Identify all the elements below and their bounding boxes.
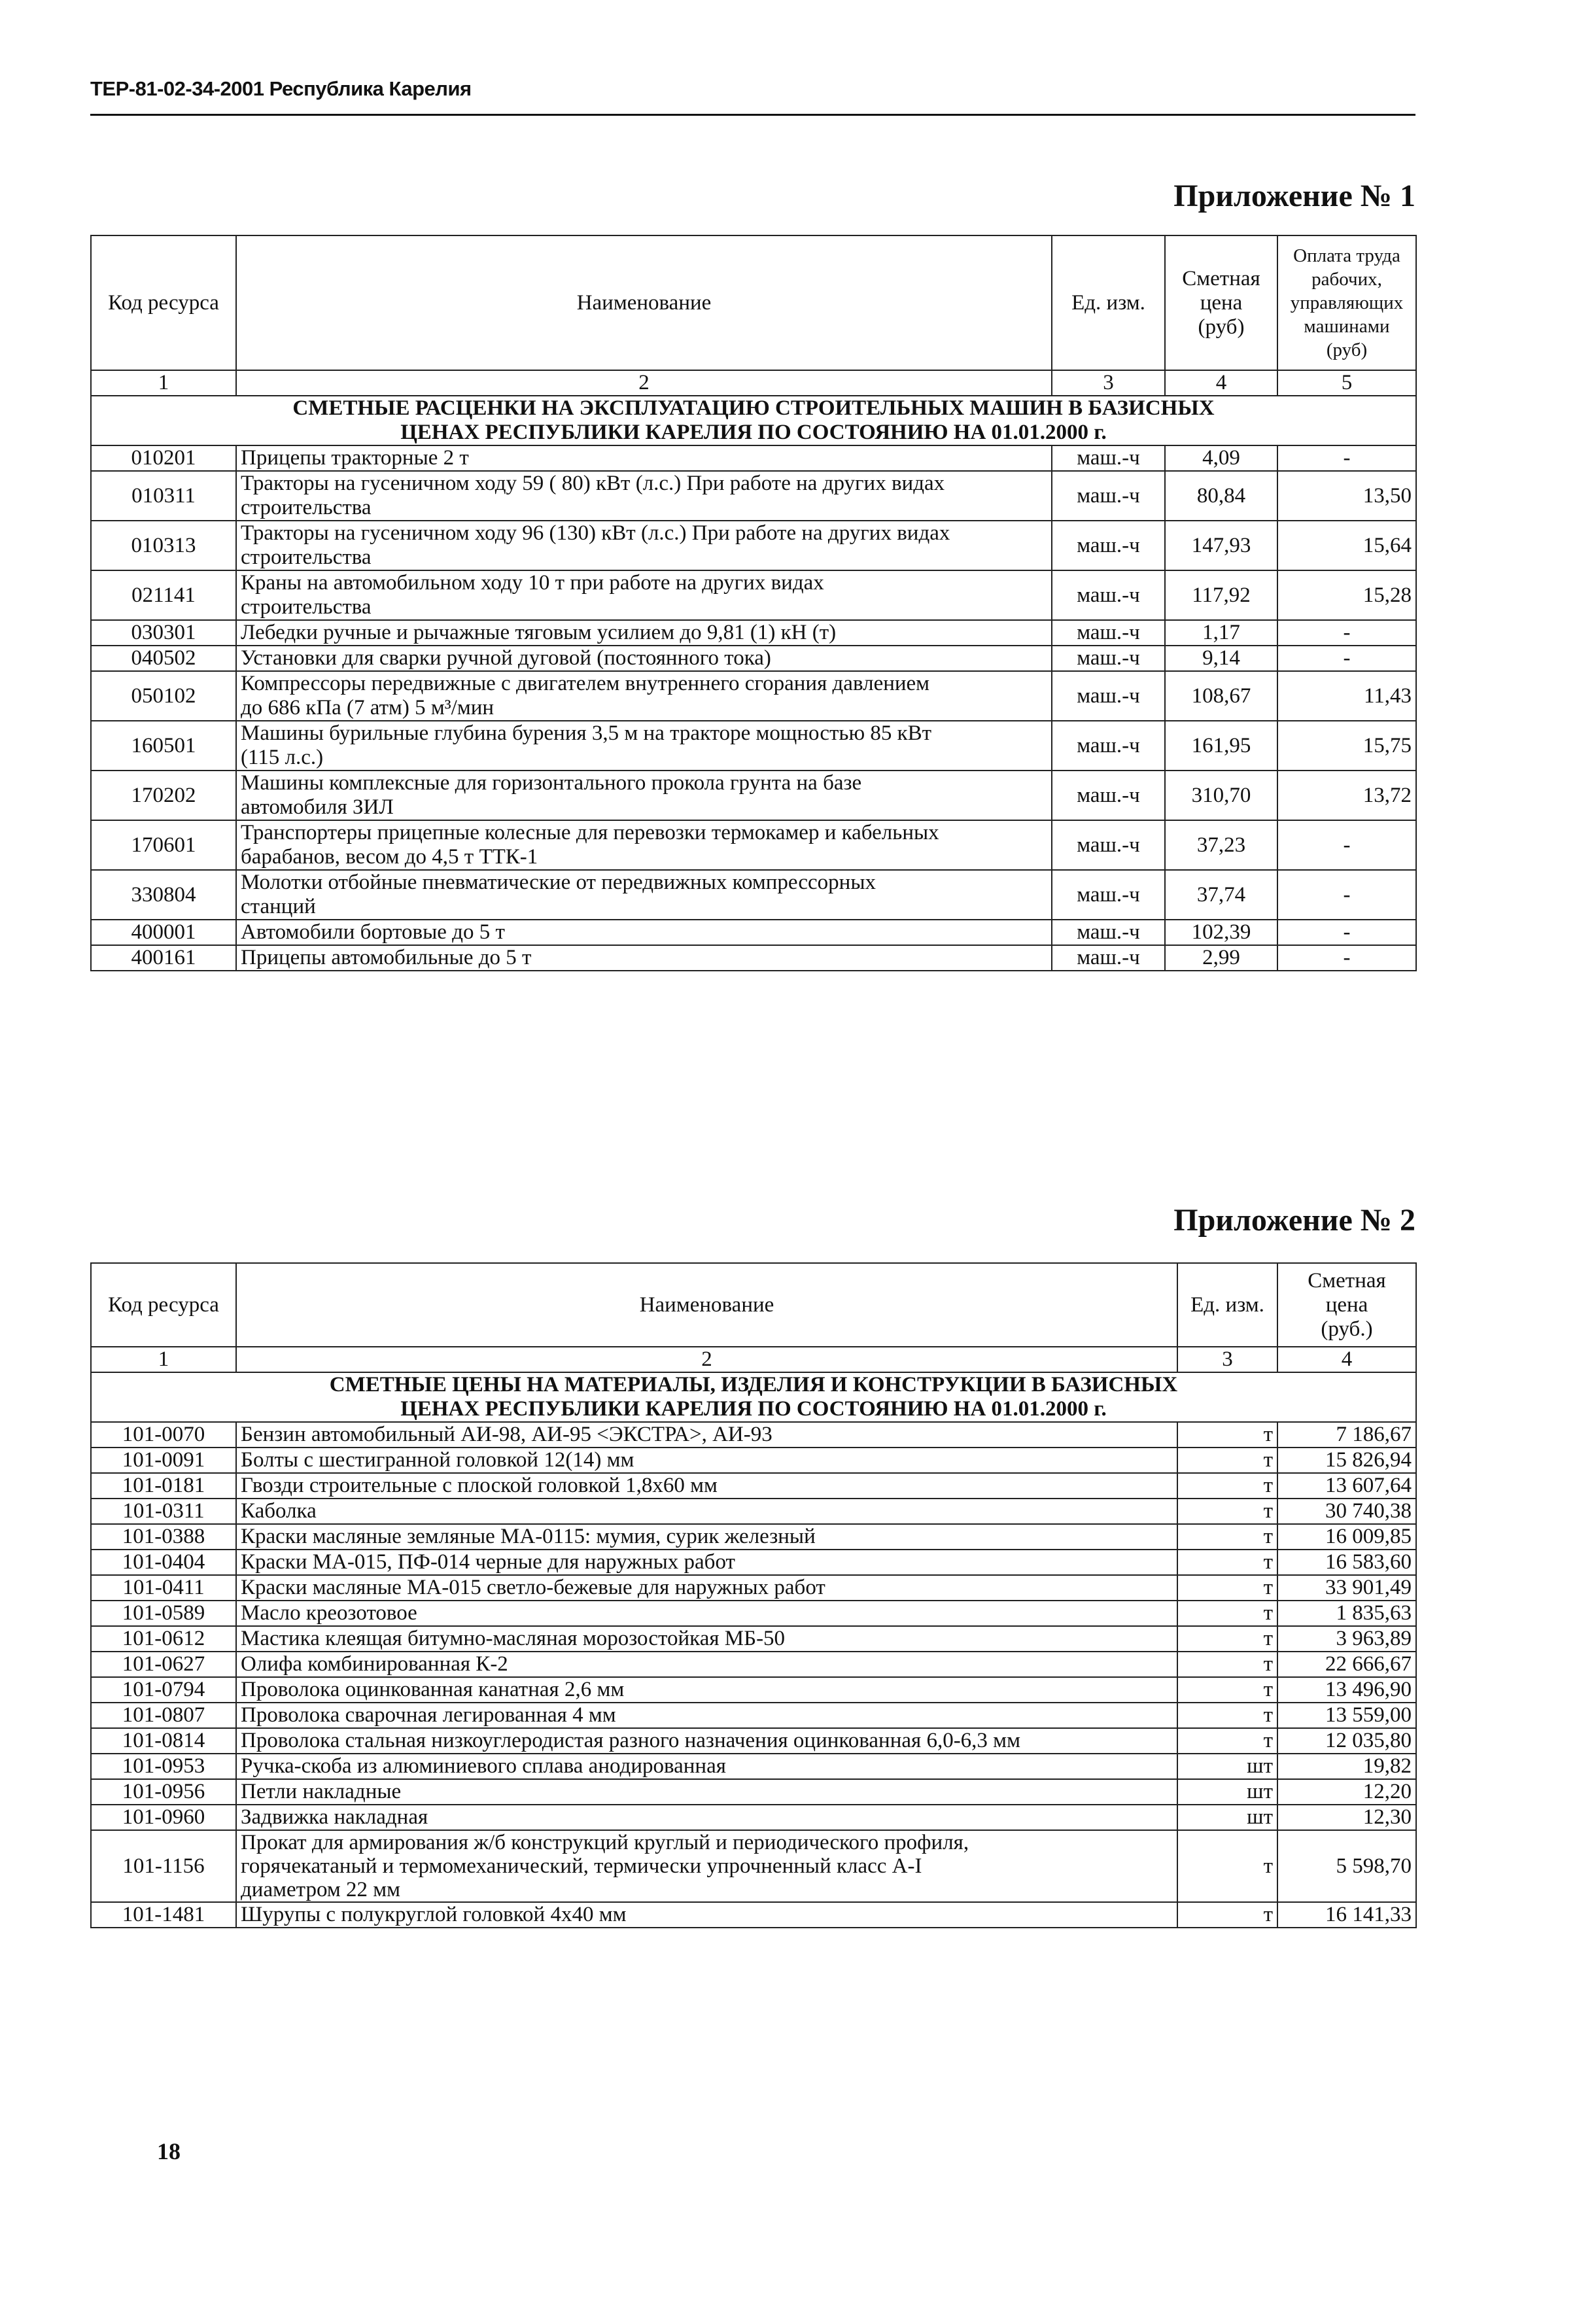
resource-name: Проволока оцинкованная канатная 2,6 мм [236, 1677, 1177, 1703]
unit: т [1177, 1524, 1277, 1550]
resource-name-line: барабанов, весом до 4,5 т ТТК-1 [241, 845, 538, 869]
operator-wage: - [1277, 920, 1416, 945]
table-row [91, 471, 1416, 521]
column-number: 5 [1277, 370, 1416, 396]
resource-name [236, 870, 1052, 920]
resource-name [236, 620, 1052, 646]
estimated-price: 5 598,70 [1277, 1830, 1416, 1902]
unit: маш.-ч [1052, 521, 1165, 570]
col-header-price-line: цена [1325, 1292, 1368, 1317]
resource-name-line: Лебедки ручные и рычажные тяговым усилием до 9,81 (1) кН (т) [241, 621, 837, 644]
col-header-wage-line: (руб) [1326, 339, 1368, 360]
unit: шт [1177, 1805, 1277, 1830]
column-number: 1 [91, 1347, 236, 1372]
unit: маш.-ч [1052, 771, 1165, 820]
col-header-wage [1277, 235, 1416, 370]
unit: маш.-ч [1052, 945, 1165, 971]
operator-wage: - [1277, 646, 1416, 671]
operator-wage: 11,43 [1277, 671, 1416, 721]
resource-name: Болты с шестигранной головкой 12(14) мм [236, 1448, 1177, 1473]
resource-name-line: Прокат для армирования ж/б конструкций круглый и периодического профиля, [241, 1831, 969, 1854]
resource-name [236, 721, 1052, 771]
table-row [91, 1830, 1416, 1902]
resource-code: 040502 [91, 646, 236, 671]
appendix-2-title: Приложение № 2 [1173, 1203, 1415, 1238]
unit: т [1177, 1448, 1277, 1473]
resource-name-line: автомобиля ЗИЛ [241, 795, 394, 819]
col-header-price-line: Сметная [1182, 266, 1260, 290]
resource-code: 010313 [91, 521, 236, 570]
resource-name-line: Прицепы тракторные 2 т [241, 446, 469, 470]
table-row [91, 1448, 1416, 1473]
resource-code: 160501 [91, 721, 236, 771]
table-row [91, 1499, 1416, 1524]
unit: т [1177, 1550, 1277, 1575]
table-row [91, 1754, 1416, 1779]
material-prices-table [90, 1262, 1417, 1928]
resource-code: 101-0960 [91, 1805, 236, 1830]
table-row [91, 646, 1416, 671]
resource-name-line: строительства [241, 595, 372, 619]
table-row [91, 920, 1416, 945]
page-number: 18 [157, 2138, 181, 2164]
page-header [90, 73, 1415, 116]
resource-code: 101-0070 [91, 1422, 236, 1448]
section-heading-line: ЦЕНАХ РЕСПУБЛИКИ КАРЕЛИЯ ПО СОСТОЯНИЮ НА 01.01.2000 г. [400, 1397, 1107, 1421]
column-number: 4 [1277, 1347, 1416, 1372]
table-row [91, 1805, 1416, 1830]
resource-name: Петли накладные [236, 1779, 1177, 1805]
unit: шт [1177, 1779, 1277, 1805]
estimated-price: 161,95 [1165, 721, 1277, 771]
col-header-wage-line: управляющих [1290, 292, 1404, 313]
column-number: 1 [91, 370, 236, 396]
resource-code: 030301 [91, 620, 236, 646]
col-header-price [1165, 235, 1277, 370]
table-row [91, 1575, 1416, 1601]
resource-name: Задвижка накладная [236, 1805, 1177, 1830]
section-heading-line: СМЕТНЫЕ РАСЦЕНКИ НА ЭКСПЛУАТАЦИЮ СТРОИТЕЛЬНЫХ МАШИН В БАЗИСНЫХ [292, 396, 1215, 420]
unit: т [1177, 1728, 1277, 1754]
resource-code: 101-1156 [91, 1830, 236, 1902]
unit: т [1177, 1652, 1277, 1677]
resource-code: 101-0627 [91, 1652, 236, 1677]
table-row [91, 445, 1416, 471]
resource-name [236, 646, 1052, 671]
document-code: ТЕР-81-02-34-2001 Республика Карелия [90, 77, 472, 100]
operator-wage: - [1277, 945, 1416, 971]
resource-name-line: Машины бурильные глубина бурения 3,5 м на тракторе мощностью 85 кВт [241, 721, 932, 745]
operator-wage: - [1277, 870, 1416, 920]
unit: маш.-ч [1052, 870, 1165, 920]
resource-name [236, 445, 1052, 471]
table-row [91, 1601, 1416, 1626]
unit: маш.-ч [1052, 920, 1165, 945]
estimated-price: 310,70 [1165, 771, 1277, 820]
resource-name-line: Молотки отбойные пневматические от передвижных компрессорных [241, 871, 876, 894]
estimated-price: 12 035,80 [1277, 1728, 1416, 1754]
estimated-price: 80,84 [1165, 471, 1277, 521]
table-row [91, 820, 1416, 870]
resource-name [236, 945, 1052, 971]
resource-code: 101-0311 [91, 1499, 236, 1524]
unit: маш.-ч [1052, 471, 1165, 521]
col-header-price-line: (руб.) [1321, 1317, 1373, 1341]
unit: т [1177, 1677, 1277, 1703]
resource-code: 101-0612 [91, 1626, 236, 1652]
col-header-wage-line: рабочих, [1311, 269, 1382, 290]
unit: т [1177, 1902, 1277, 1928]
machine-rates-table [90, 235, 1417, 971]
resource-name: Шурупы с полукруглой головкой 4х40 мм [236, 1902, 1177, 1928]
table-row [91, 570, 1416, 620]
unit: маш.-ч [1052, 820, 1165, 870]
section-heading [91, 1372, 1416, 1422]
estimated-price: 16 141,33 [1277, 1902, 1416, 1928]
resource-name-line: (115 л.с.) [241, 746, 324, 769]
table-row [91, 1524, 1416, 1550]
resource-name: Ручка-скоба из алюминиевого сплава анодированная [236, 1754, 1177, 1779]
estimated-price: 37,23 [1165, 820, 1277, 870]
resource-code: 101-0794 [91, 1677, 236, 1703]
unit: маш.-ч [1052, 620, 1165, 646]
col-header-code: Код ресурса [91, 235, 236, 370]
estimated-price: 37,74 [1165, 870, 1277, 920]
resource-name: Масло креозотовое [236, 1601, 1177, 1626]
estimated-price: 13 559,00 [1277, 1703, 1416, 1728]
appendix-1-title: Приложение № 1 [1173, 179, 1415, 213]
resource-name-line: станций [241, 895, 316, 918]
estimated-price: 117,92 [1165, 570, 1277, 620]
resource-code: 101-0589 [91, 1601, 236, 1626]
estimated-price: 108,67 [1165, 671, 1277, 721]
estimated-price: 16 009,85 [1277, 1524, 1416, 1550]
resource-name: Олифа комбинированная К-2 [236, 1652, 1177, 1677]
table-row [91, 1902, 1416, 1928]
table-row [91, 721, 1416, 771]
machine-rates-body [91, 445, 1416, 971]
table-row [91, 1703, 1416, 1728]
table-row [91, 1677, 1416, 1703]
estimated-price: 2,99 [1165, 945, 1277, 971]
unit: шт [1177, 1754, 1277, 1779]
resource-name [236, 471, 1052, 521]
table-row [91, 620, 1416, 646]
section-heading-row [91, 1372, 1416, 1422]
resource-code: 101-0411 [91, 1575, 236, 1601]
resource-code: 170202 [91, 771, 236, 820]
col-header-wage-line: Оплата труда [1293, 245, 1400, 266]
col-header-price-line: Сметная [1308, 1268, 1386, 1292]
resource-name: Проволока стальная низкоуглеродистая разного назначения оцинкованная 6,0-6,3 мм [236, 1728, 1177, 1754]
col-header-name: Наименование [236, 235, 1052, 370]
col-header-unit: Ед. изм. [1177, 1263, 1277, 1347]
estimated-price: 33 901,49 [1277, 1575, 1416, 1601]
resource-name-line: Тракторы на гусеничном ходу 96 (130) кВт (л.с.) При работе на других видах [241, 521, 950, 545]
resource-name-line: Транспортеры прицепные колесные для перевозки термокамер и кабельных [241, 821, 939, 844]
unit: т [1177, 1499, 1277, 1524]
unit: т [1177, 1626, 1277, 1652]
resource-code: 101-0091 [91, 1448, 236, 1473]
resource-name-line: строительства [241, 546, 372, 569]
operator-wage: 15,28 [1277, 570, 1416, 620]
resource-name: Мастика клеящая битумно-масляная морозостойкая МБ-50 [236, 1626, 1177, 1652]
table-row [91, 1550, 1416, 1575]
resource-code: 021141 [91, 570, 236, 620]
table-header-row [91, 235, 1416, 370]
resource-name: Гвозди строительные с плоской головкой 1,8х60 мм [236, 1473, 1177, 1499]
col-header-name: Наименование [236, 1263, 1177, 1347]
resource-name: Проволока сварочная легированная 4 мм [236, 1703, 1177, 1728]
estimated-price: 12,20 [1277, 1779, 1416, 1805]
resource-name [236, 671, 1052, 721]
resource-name-line: Установки для сварки ручной дуговой (постоянного тока) [241, 646, 771, 670]
column-number: 2 [236, 370, 1052, 396]
resource-code: 101-0404 [91, 1550, 236, 1575]
table-row [91, 671, 1416, 721]
unit: т [1177, 1601, 1277, 1626]
resource-code: 101-0956 [91, 1779, 236, 1805]
resource-name: Краски МА-015, ПФ-014 черные для наружных работ [236, 1550, 1177, 1575]
resource-name-line: горячекатаный и термомеханический, термически упрочненный класс А-I [241, 1854, 922, 1878]
resource-name: Бензин автомобильный АИ-98, АИ-95 <ЭКСТРА>, АИ-93 [236, 1422, 1177, 1448]
resource-code: 010201 [91, 445, 236, 471]
resource-code: 050102 [91, 671, 236, 721]
table-header-row [91, 1263, 1416, 1347]
resource-name-line: Прицепы автомобильные до 5 т [241, 946, 532, 969]
col-header-price-line: цена [1200, 290, 1243, 315]
material-prices-body [91, 1422, 1416, 1928]
section-heading-line: ЦЕНАХ РЕСПУБЛИКИ КАРЕЛИЯ ПО СОСТОЯНИЮ НА 01.01.2000 г. [400, 421, 1107, 444]
estimated-price: 19,82 [1277, 1754, 1416, 1779]
resource-name: Краски масляные МА-015 светло-бежевые для наружных работ [236, 1575, 1177, 1601]
table-row [91, 1779, 1416, 1805]
resource-code: 170601 [91, 820, 236, 870]
resource-name-line: Машины комплексные для горизонтального прокола грунта на базе [241, 771, 862, 795]
estimated-price: 13 496,90 [1277, 1677, 1416, 1703]
col-header-code: Код ресурса [91, 1263, 236, 1347]
table-row [91, 1626, 1416, 1652]
section-heading [91, 396, 1416, 445]
estimated-price: 3 963,89 [1277, 1626, 1416, 1652]
resource-name [236, 521, 1052, 570]
resource-name-line: строительства [241, 496, 372, 519]
operator-wage: - [1277, 820, 1416, 870]
resource-name: Каболка [236, 1499, 1177, 1524]
estimated-price: 15 826,94 [1277, 1448, 1416, 1473]
unit: т [1177, 1575, 1277, 1601]
resource-code: 101-0807 [91, 1703, 236, 1728]
resource-name [236, 570, 1052, 620]
resource-name-line: Компрессоры передвижные с двигателем внутреннего сгорания давлением [241, 672, 930, 695]
operator-wage: 13,72 [1277, 771, 1416, 820]
resource-name-line: диаметром 22 мм [241, 1878, 400, 1901]
estimated-price: 147,93 [1165, 521, 1277, 570]
operator-wage: 15,64 [1277, 521, 1416, 570]
unit: т [1177, 1422, 1277, 1448]
estimated-price: 1,17 [1165, 620, 1277, 646]
operator-wage: - [1277, 620, 1416, 646]
unit: т [1177, 1830, 1277, 1902]
unit: т [1177, 1473, 1277, 1499]
resource-name [236, 1830, 1177, 1902]
column-number: 3 [1052, 370, 1165, 396]
unit: т [1177, 1703, 1277, 1728]
estimated-price: 1 835,63 [1277, 1601, 1416, 1626]
resource-code: 101-1481 [91, 1902, 236, 1928]
estimated-price: 30 740,38 [1277, 1499, 1416, 1524]
resource-name-line: Тракторы на гусеничном ходу 59 ( 80) кВт (л.с.) При работе на других видах [241, 472, 945, 495]
section-heading-line: СМЕТНЫЕ ЦЕНЫ НА МАТЕРИАЛЫ, ИЗДЕЛИЯ И КОНСТРУКЦИИ В БАЗИСНЫХ [329, 1373, 1178, 1396]
unit: маш.-ч [1052, 646, 1165, 671]
resource-name [236, 920, 1052, 945]
resource-name-line: Краны на автомобильном ходу 10 т при работе на других видах [241, 571, 824, 595]
operator-wage: 13,50 [1277, 471, 1416, 521]
unit: маш.-ч [1052, 671, 1165, 721]
col-header-unit: Ед. изм. [1052, 235, 1165, 370]
resource-name: Краски масляные земляные МА-0115: мумия, сурик железный [236, 1524, 1177, 1550]
estimated-price: 16 583,60 [1277, 1550, 1416, 1575]
resource-name [236, 771, 1052, 820]
unit: маш.-ч [1052, 445, 1165, 471]
column-number-row [91, 1347, 1416, 1372]
col-header-wage-line: машинами [1304, 316, 1390, 337]
col-header-price [1277, 1263, 1416, 1347]
table-row [91, 1728, 1416, 1754]
table-row [91, 771, 1416, 820]
resource-name-line: Автомобили бортовые до 5 т [241, 920, 505, 944]
resource-code: 101-0953 [91, 1754, 236, 1779]
estimated-price: 7 186,67 [1277, 1422, 1416, 1448]
estimated-price: 4,09 [1165, 445, 1277, 471]
unit: маш.-ч [1052, 721, 1165, 771]
resource-name [236, 820, 1052, 870]
resource-code: 101-0181 [91, 1473, 236, 1499]
column-number: 3 [1177, 1347, 1277, 1372]
estimated-price: 13 607,64 [1277, 1473, 1416, 1499]
estimated-price: 22 666,67 [1277, 1652, 1416, 1677]
resource-code: 101-0388 [91, 1524, 236, 1550]
resource-code: 330804 [91, 870, 236, 920]
unit: маш.-ч [1052, 570, 1165, 620]
table-row [91, 945, 1416, 971]
resource-name-line: до 686 кПа (7 атм) 5 м³/мин [241, 696, 495, 720]
table-row [91, 1652, 1416, 1677]
table-row [91, 1473, 1416, 1499]
operator-wage: 15,75 [1277, 721, 1416, 771]
resource-code: 101-0814 [91, 1728, 236, 1754]
table-row [91, 1422, 1416, 1448]
estimated-price: 12,30 [1277, 1805, 1416, 1830]
table-row [91, 521, 1416, 570]
resource-code: 010311 [91, 471, 236, 521]
estimated-price: 102,39 [1165, 920, 1277, 945]
section-heading-row [91, 396, 1416, 445]
operator-wage: - [1277, 445, 1416, 471]
estimated-price: 9,14 [1165, 646, 1277, 671]
column-number: 2 [236, 1347, 1177, 1372]
resource-code: 400161 [91, 945, 236, 971]
col-header-price-line: (руб) [1198, 315, 1245, 339]
table-row [91, 870, 1416, 920]
column-number-row [91, 370, 1416, 396]
column-number: 4 [1165, 370, 1277, 396]
resource-code: 400001 [91, 920, 236, 945]
